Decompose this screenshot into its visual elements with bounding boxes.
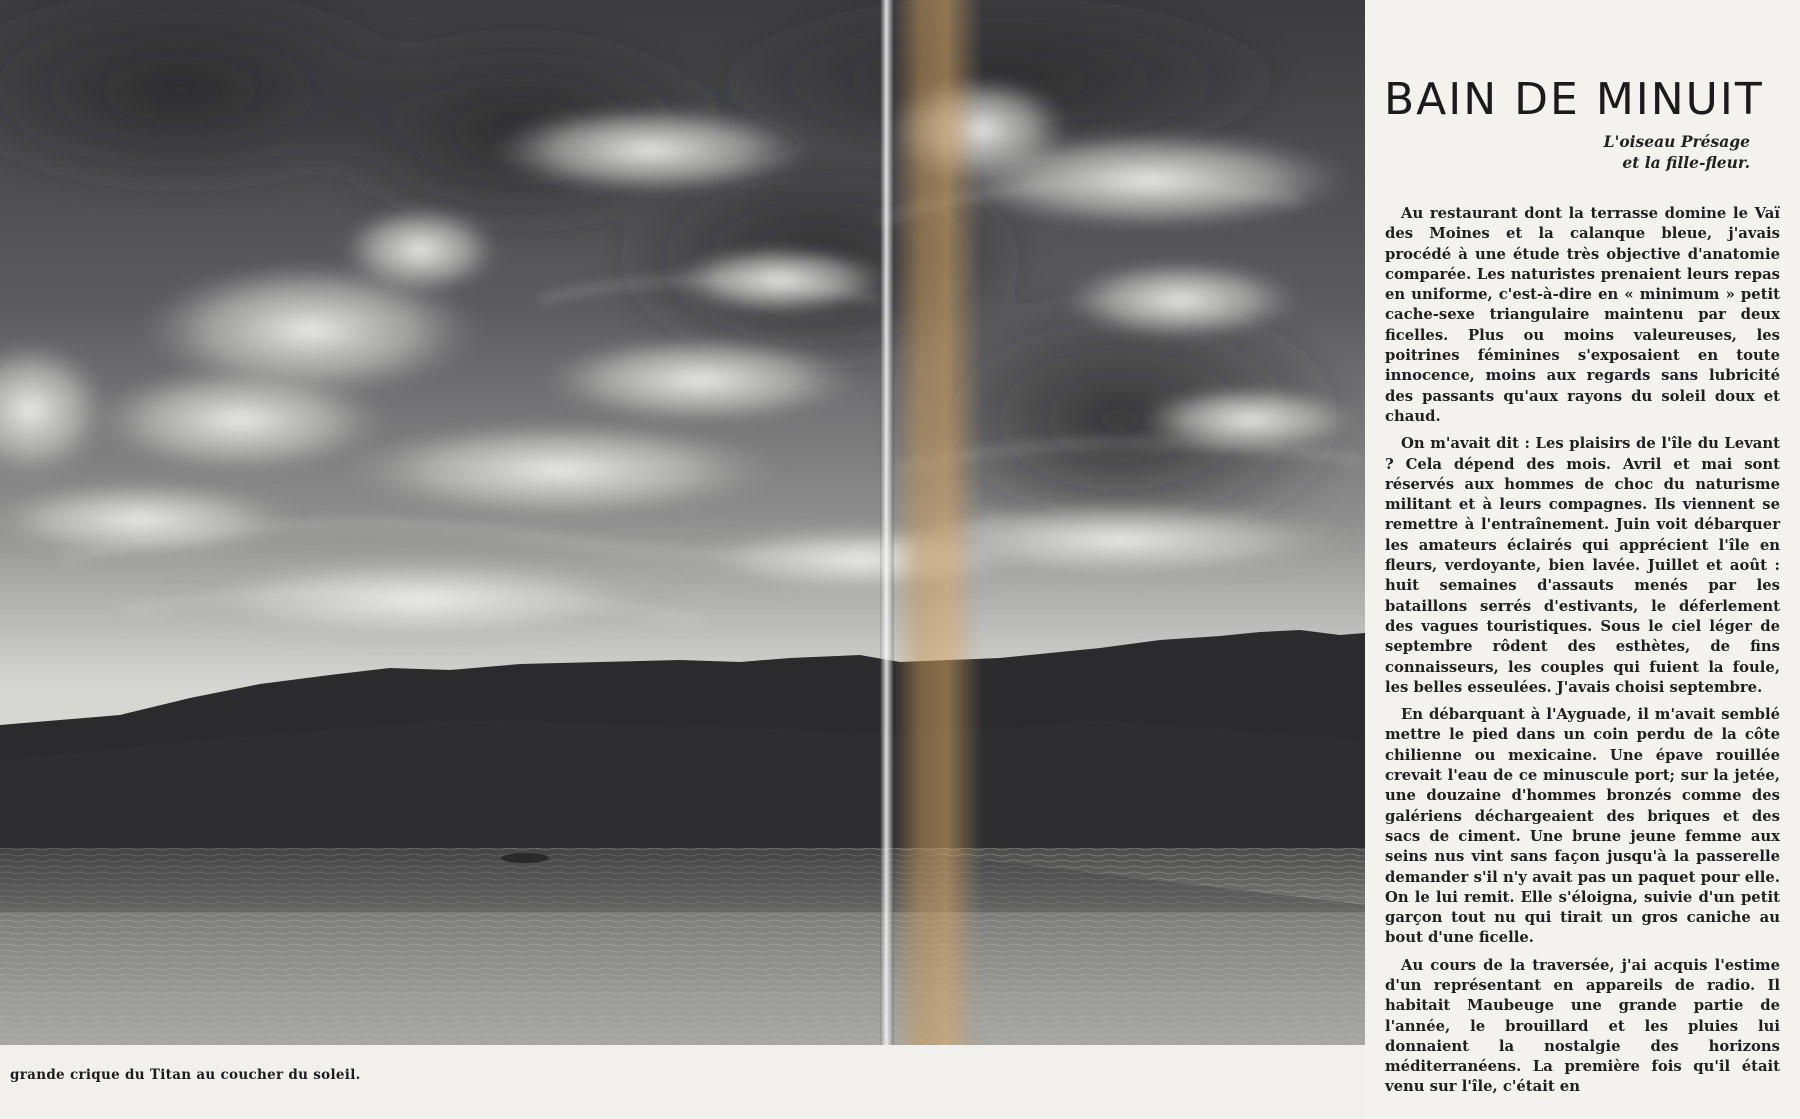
subtitle-line: L'oiseau Présage xyxy=(1603,132,1750,151)
paragraph: En débarquant à l'Ayguade, il m'avait semblé mettre le pied dans un coin perdu de la côte chilienne ou mexicaine. Une épave rouillée crevait l'eau de ce minuscule port; sur la jetée, une douzaine d'hommes bronzés comme des galériens déchargeaient des briques et des sacs de ciment. Une brune jeune femme aux seins nus vint sans façon jusqu'à la passerelle demander s'il n'y avait pas un paquet pour elle. On le lui remit. Elle s'éloigna, suivie d'un petit garçon tout nu qui tirait un gros caniche au bout d'une ficelle. xyxy=(1385,706,1780,947)
page-gutter xyxy=(880,0,894,1119)
paragraph: Au restaurant dont la terrasse domine le Vaï des Moines et la calanque bleue, j'avais procédé à une étude très objective d'anatomie comparée. Les naturistes prenaient leurs repas en uniforme, c'est-à-dire en « minimum » petit cache-sexe triangulaire maintenu par deux ficelles. Plus ou moins valeureuses, les poitrines féminines s'exposaient en toute innocence, moins aux regards sans lubricité des passants qu'aux rayons du soleil doux et chaud. xyxy=(1385,205,1780,425)
subtitle-line: et la fille-fleur. xyxy=(1622,153,1750,172)
article-column xyxy=(1365,0,1800,1119)
photo-caption: grande crique du Titan au coucher du soleil. xyxy=(10,1067,361,1083)
paragraph: Au cours de la traversée, j'ai acquis l'estime d'un représentant en appareils de radio. Il habitait Maubeuge une grande partie de l'année, le brouillard et les pluies lui donnaient la nostalgie des horizons méditerranéens. La première fois qu'il était venu sur l'île, c'était en xyxy=(1385,956,1780,1096)
article-body xyxy=(1385,204,1780,1105)
article-headline: BAIN DE MINUIT xyxy=(1384,74,1764,125)
paragraph: On m'avait dit : Les plaisirs de l'île du Levant ? Cela dépend des mois. Avril et mai sont réservés aux hommes de choc du naturisme militant et à leurs compagnes. Ils viennent se remettre à l'entraînement. Juin voit débarquer les amateurs éclairés qui apprécient l'île en fleurs, verdoyante, bien lavée. Juillet et août : huit semaines d'assauts menés par les bataillons serrés d'estivants, le déferlement des vagues touristiques. Sous le ciel léger de septembre rôdent des esthètes, de fins connaisseurs, les couples qui fuient la foule, les belles esseulées. J'avais choisi septembre. xyxy=(1385,435,1780,696)
article-subtitle xyxy=(1604,131,1750,173)
